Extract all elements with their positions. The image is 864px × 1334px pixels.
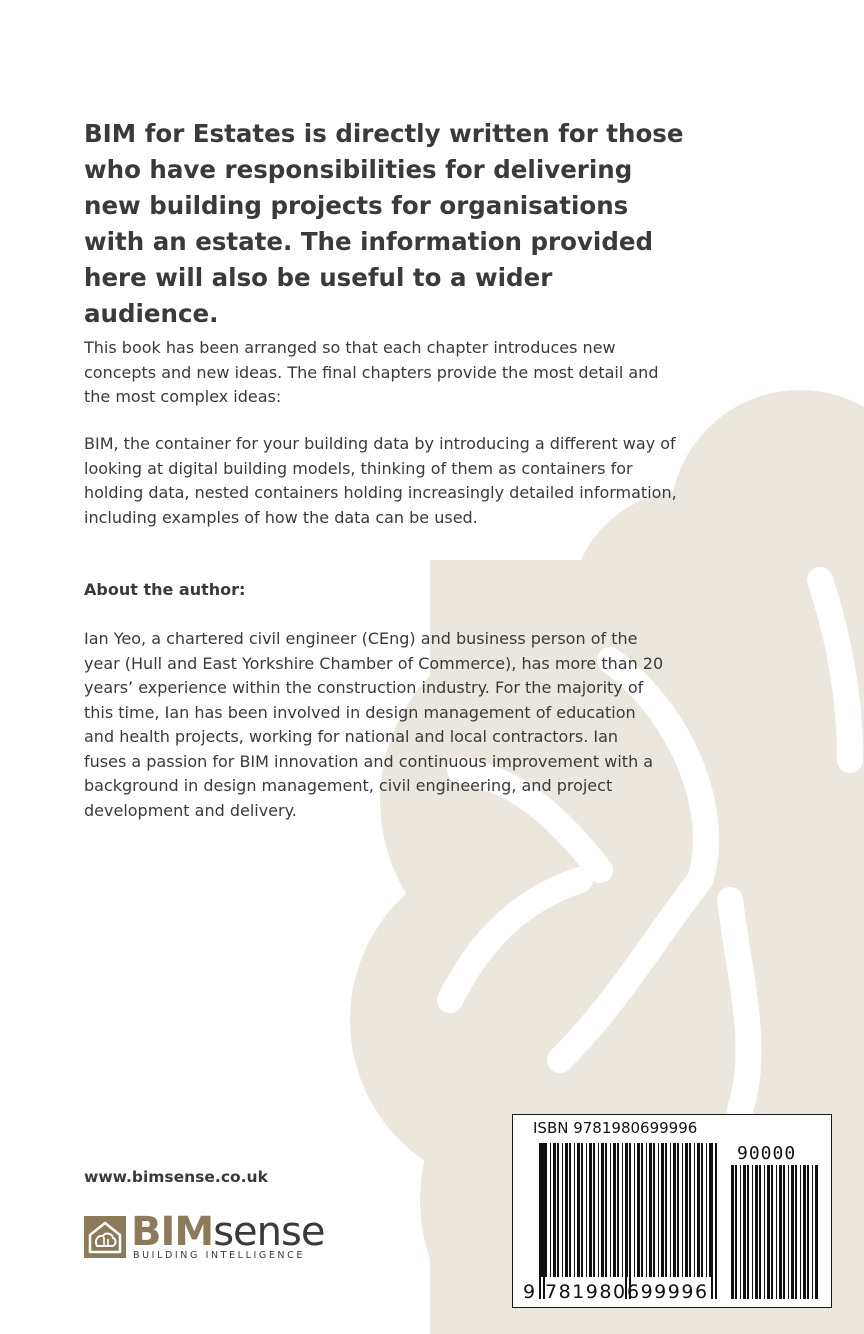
author-bio: Ian Yeo, a chartered civil engineer (CEng) and business person of the year (Hull and East Yorkshire Chamber of Commerce), has more than 20 years’ experience within the construction industry. For the majority of this time, Ian has been involved in design management of education and health projects, working for national and local contractors. Ian fuses a passion for BIM innovation and continuous improvement with a background in design management, civil engineering, and project development and delivery. [84, 629, 664, 820]
logo-word-bold: BIM [131, 1209, 214, 1255]
bimsense-logo [84, 1209, 325, 1266]
barcode-bars [513, 1115, 831, 1307]
headline: BIM for Estates is directly written for those who have responsibilities for delivering new building projects for organisations with an estate. The information provided here will also be useful to a wider audience. [84, 119, 684, 328]
brain-house-icon [84, 1216, 126, 1258]
barcode-first-digit: 9 [523, 1281, 536, 1303]
isbn-label: ISBN 9781980699996 [533, 1119, 698, 1137]
barcode-left-group: 781980 [545, 1281, 627, 1303]
website-link[interactable]: www.bimsense.co.uk [84, 1168, 268, 1186]
logo-word-light: sense [213, 1209, 325, 1255]
logo-tagline: BUILDING INTELLIGENCE [133, 1250, 305, 1261]
intro-paragraph: This book has been arranged so that each chapter introduces new concepts and new ideas. The final chapters provide the most detail and the most complex ideas: [84, 338, 659, 406]
logo-wordmark [131, 1209, 324, 1255]
isbn-barcode [512, 1114, 832, 1308]
addon-digits: 90000 [737, 1143, 797, 1164]
barcode-right-group: 699996 [627, 1281, 709, 1303]
author-heading: About the author: [84, 580, 246, 599]
bim-paragraph: BIM, the container for your building data by introducing a different way of looking at digital building models, thinking of them as containers for holding data, nested containers holding increasingly detailed information, including examples of how the data can be used. [84, 434, 677, 527]
